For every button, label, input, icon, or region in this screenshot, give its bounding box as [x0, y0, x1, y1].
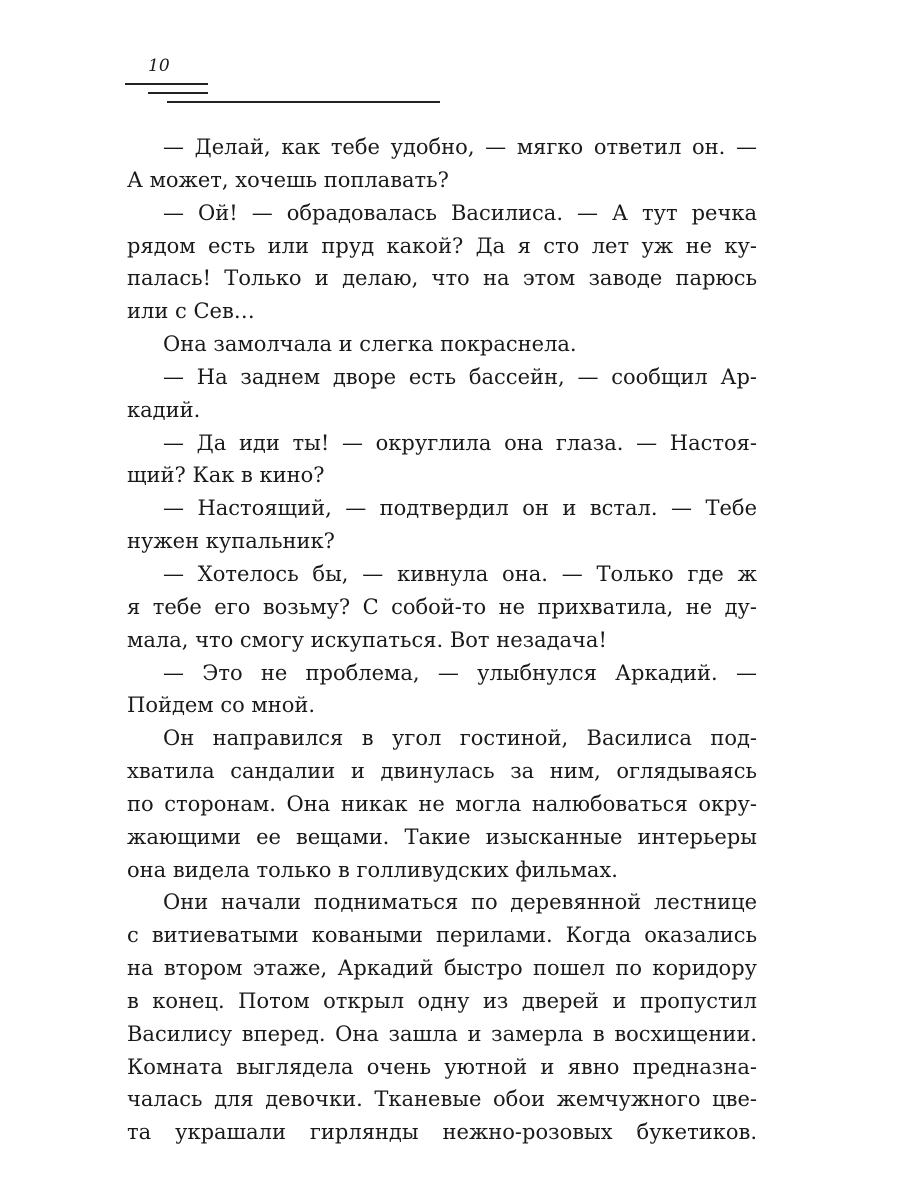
- text-line: Василису вперед. Она зашла и замерла в восхищении.: [127, 1021, 757, 1046]
- text-line: — Хотелось бы, — кивнула она. — Только где ж: [163, 561, 757, 586]
- text-line: хватила сандалии и двинулась за ним, оглядываясь: [127, 759, 757, 784]
- text-line: Пойдем со мной.: [127, 693, 316, 718]
- text-line: — Да иди ты! — округлила она глаза. — Настоя-: [163, 430, 757, 455]
- text-line: по сторонам. Она никак не могла налюбоваться окру-: [127, 791, 757, 816]
- text-line: с витиеватыми коваными перилами. Когда оказались: [127, 923, 757, 948]
- text-line: или с Сев…: [127, 299, 255, 324]
- text-line: — Ой! — обрадовалась Василиса. — А тут речка: [163, 200, 757, 225]
- text-line: — Это не проблема, — улыбнулся Аркадий. —: [163, 660, 757, 685]
- page-number: 10: [148, 56, 170, 76]
- header-rule: [167, 101, 440, 103]
- text-line: А может, хочешь поплавать?: [127, 167, 449, 192]
- text-line: щий? Как в кино?: [127, 463, 325, 488]
- text-line: — Делай, как тебе удобно, — мягко ответил он. —: [163, 135, 757, 159]
- text-line: палась! Только и делаю, что на этом заводе парюсь: [127, 266, 757, 291]
- text-line: — На заднем дворе есть бассейн, — сообщил Ар-: [163, 364, 757, 389]
- text-line: на втором этаже, Аркадий быстро пошел по коридору: [127, 956, 757, 981]
- text-line: жающими ее вещами. Такие изысканные интерьеры: [127, 824, 757, 849]
- text-line: рядом есть или пруд какой? Да я сто лет уж не ку-: [127, 233, 757, 258]
- text-line: кадий.: [127, 397, 201, 422]
- header-rule: [148, 92, 208, 94]
- text-line: она видела только в голливудских фильмах.: [127, 857, 618, 882]
- text-line: Они начали подниматься по деревянной лестнице: [163, 890, 757, 915]
- text-line: в конец. Потом открыл одну из дверей и пропустил: [127, 988, 757, 1013]
- header-rule: [125, 83, 208, 85]
- text-line: Комната выглядела очень уютной и явно предназна-: [127, 1054, 757, 1079]
- text-line: мала, что смогу искупаться. Вот незадача!: [127, 627, 607, 652]
- text-line: Она замолчала и слегка покраснела.: [163, 332, 577, 357]
- text-line: чалась для девочки. Тканевые обои жемчужного цве-: [127, 1087, 757, 1112]
- text-line: я тебе его возьму? С собой-то не прихватила, не ду-: [127, 594, 757, 619]
- body-text: [127, 131, 757, 1149]
- text-line: Он направился в угол гостиной, Василиса под-: [163, 726, 757, 751]
- text-line: — Настоящий, — подтвердил он и встал. — Тебе: [163, 496, 757, 521]
- text-line: та украшали гирлянды нежно-розовых букетиков.: [127, 1120, 757, 1145]
- text-line: нужен купальник?: [127, 529, 335, 554]
